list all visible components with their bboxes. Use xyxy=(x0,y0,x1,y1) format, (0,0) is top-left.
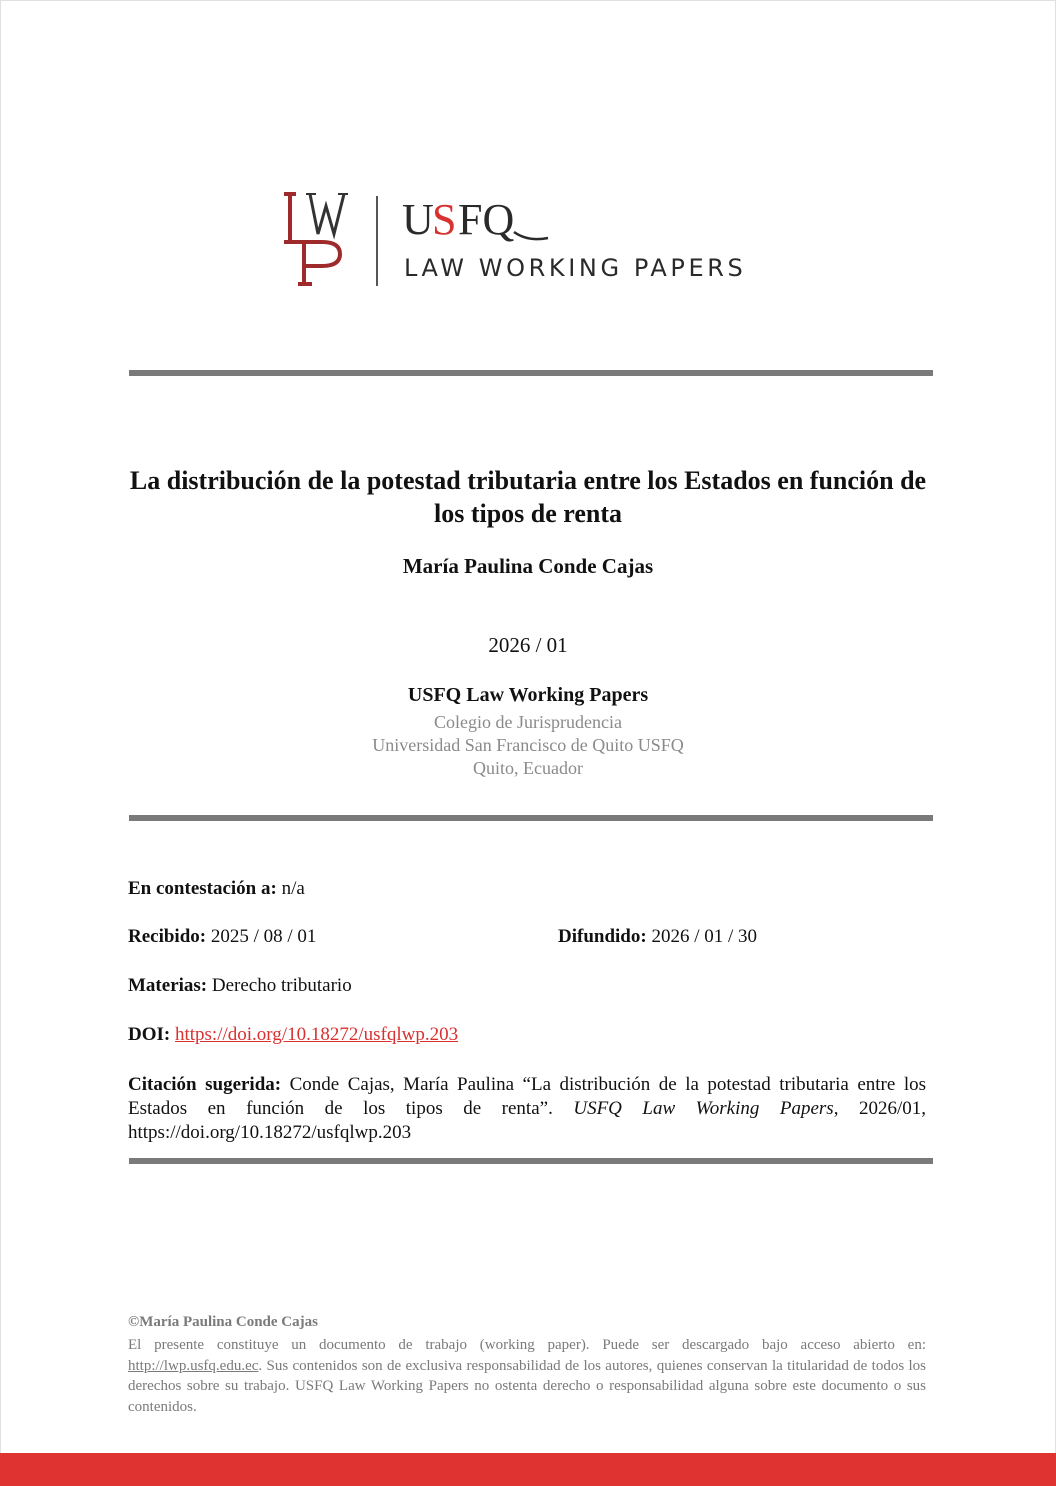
meta-contestacion-value: n/a xyxy=(281,878,305,899)
svg-text:FQ: FQ xyxy=(458,195,515,244)
bottom-color-bar xyxy=(0,1453,1056,1486)
meta-recibido-label: Recibido: xyxy=(128,926,207,947)
meta-contestacion-label: En contestación a: xyxy=(128,878,277,899)
meta-contestacion xyxy=(128,878,305,900)
meta-difundido xyxy=(558,926,757,948)
paper-number: 2026 / 01 xyxy=(488,633,568,657)
footer-website-link[interactable]: http://lwp.usfq.edu.ec xyxy=(128,1357,259,1374)
paper-title: La distribución de la potestad tributaria entre los Estados en función de los tipos de renta xyxy=(129,466,927,528)
citation-label: Citación sugerida: xyxy=(128,1074,282,1095)
citation-journal: USFQ Law Working Papers xyxy=(573,1098,834,1119)
paper-author: María Paulina Conde Cajas xyxy=(402,554,654,578)
usfq-wordmark-logo xyxy=(402,192,552,244)
doi-link[interactable]: https://doi.org/10.18272/usfqlwp.203 xyxy=(174,1024,459,1045)
meta-difundido-label: Difundido: xyxy=(558,926,647,947)
meta-doi-label: DOI: xyxy=(128,1024,171,1045)
usfq-lwp-logo xyxy=(280,188,800,292)
affiliation-location: Quito, Ecuador xyxy=(473,758,583,778)
meta-materias-value: Derecho tributario xyxy=(211,975,352,996)
citation-text: Conde Cajas, María Paulina “La distribución de la potestad tributaria entre los Estados en función de los tipos de renta”. xyxy=(128,1074,926,1119)
citation-details: , 2026/01, https://doi.org/10.18272/usfqlwp.203 xyxy=(128,1098,926,1143)
meta-materias-label: Materias: xyxy=(128,975,208,996)
svg-text:S: S xyxy=(432,195,457,244)
footer-note-intro: El presente constituye un documento de trabajo (working paper). Puede ser descargado bajo acceso abierto en: xyxy=(128,1337,926,1353)
logo-divider xyxy=(376,196,378,286)
footer-note-body: . Sus contenidos son de exclusiva responsabilidad de los autores, quienes conservan la titularidad de todos los derechos sobre su trabajo. USFQ Law Working Papers no ostenta derecho o responsabilidad alguna sobre este documento o sus contenidos. xyxy=(128,1357,926,1415)
series-name: USFQ Law Working Papers xyxy=(407,684,649,706)
logo-subtitle: LAW WORKING PAPERS xyxy=(404,254,747,282)
affiliation-university: Universidad San Francisco de Quito USFQ xyxy=(372,735,684,755)
top-divider xyxy=(129,370,933,376)
meta-difundido-value: 2026 / 01 / 30 xyxy=(651,926,758,947)
copyright-notice: ©María Paulina Conde Cajas xyxy=(128,1314,318,1330)
bottom-divider xyxy=(129,1158,933,1164)
middle-divider xyxy=(129,815,933,821)
meta-doi xyxy=(128,1024,458,1046)
footer-disclaimer xyxy=(128,1335,926,1417)
meta-materias xyxy=(128,975,352,997)
affiliation-college: Colegio de Jurisprudencia xyxy=(434,712,622,732)
suggested-citation xyxy=(128,1073,926,1145)
svg-text:U: U xyxy=(402,195,434,244)
meta-recibido-value: 2025 / 08 / 01 xyxy=(210,926,317,947)
lwp-monogram-logo xyxy=(280,188,352,288)
meta-recibido xyxy=(128,926,316,948)
